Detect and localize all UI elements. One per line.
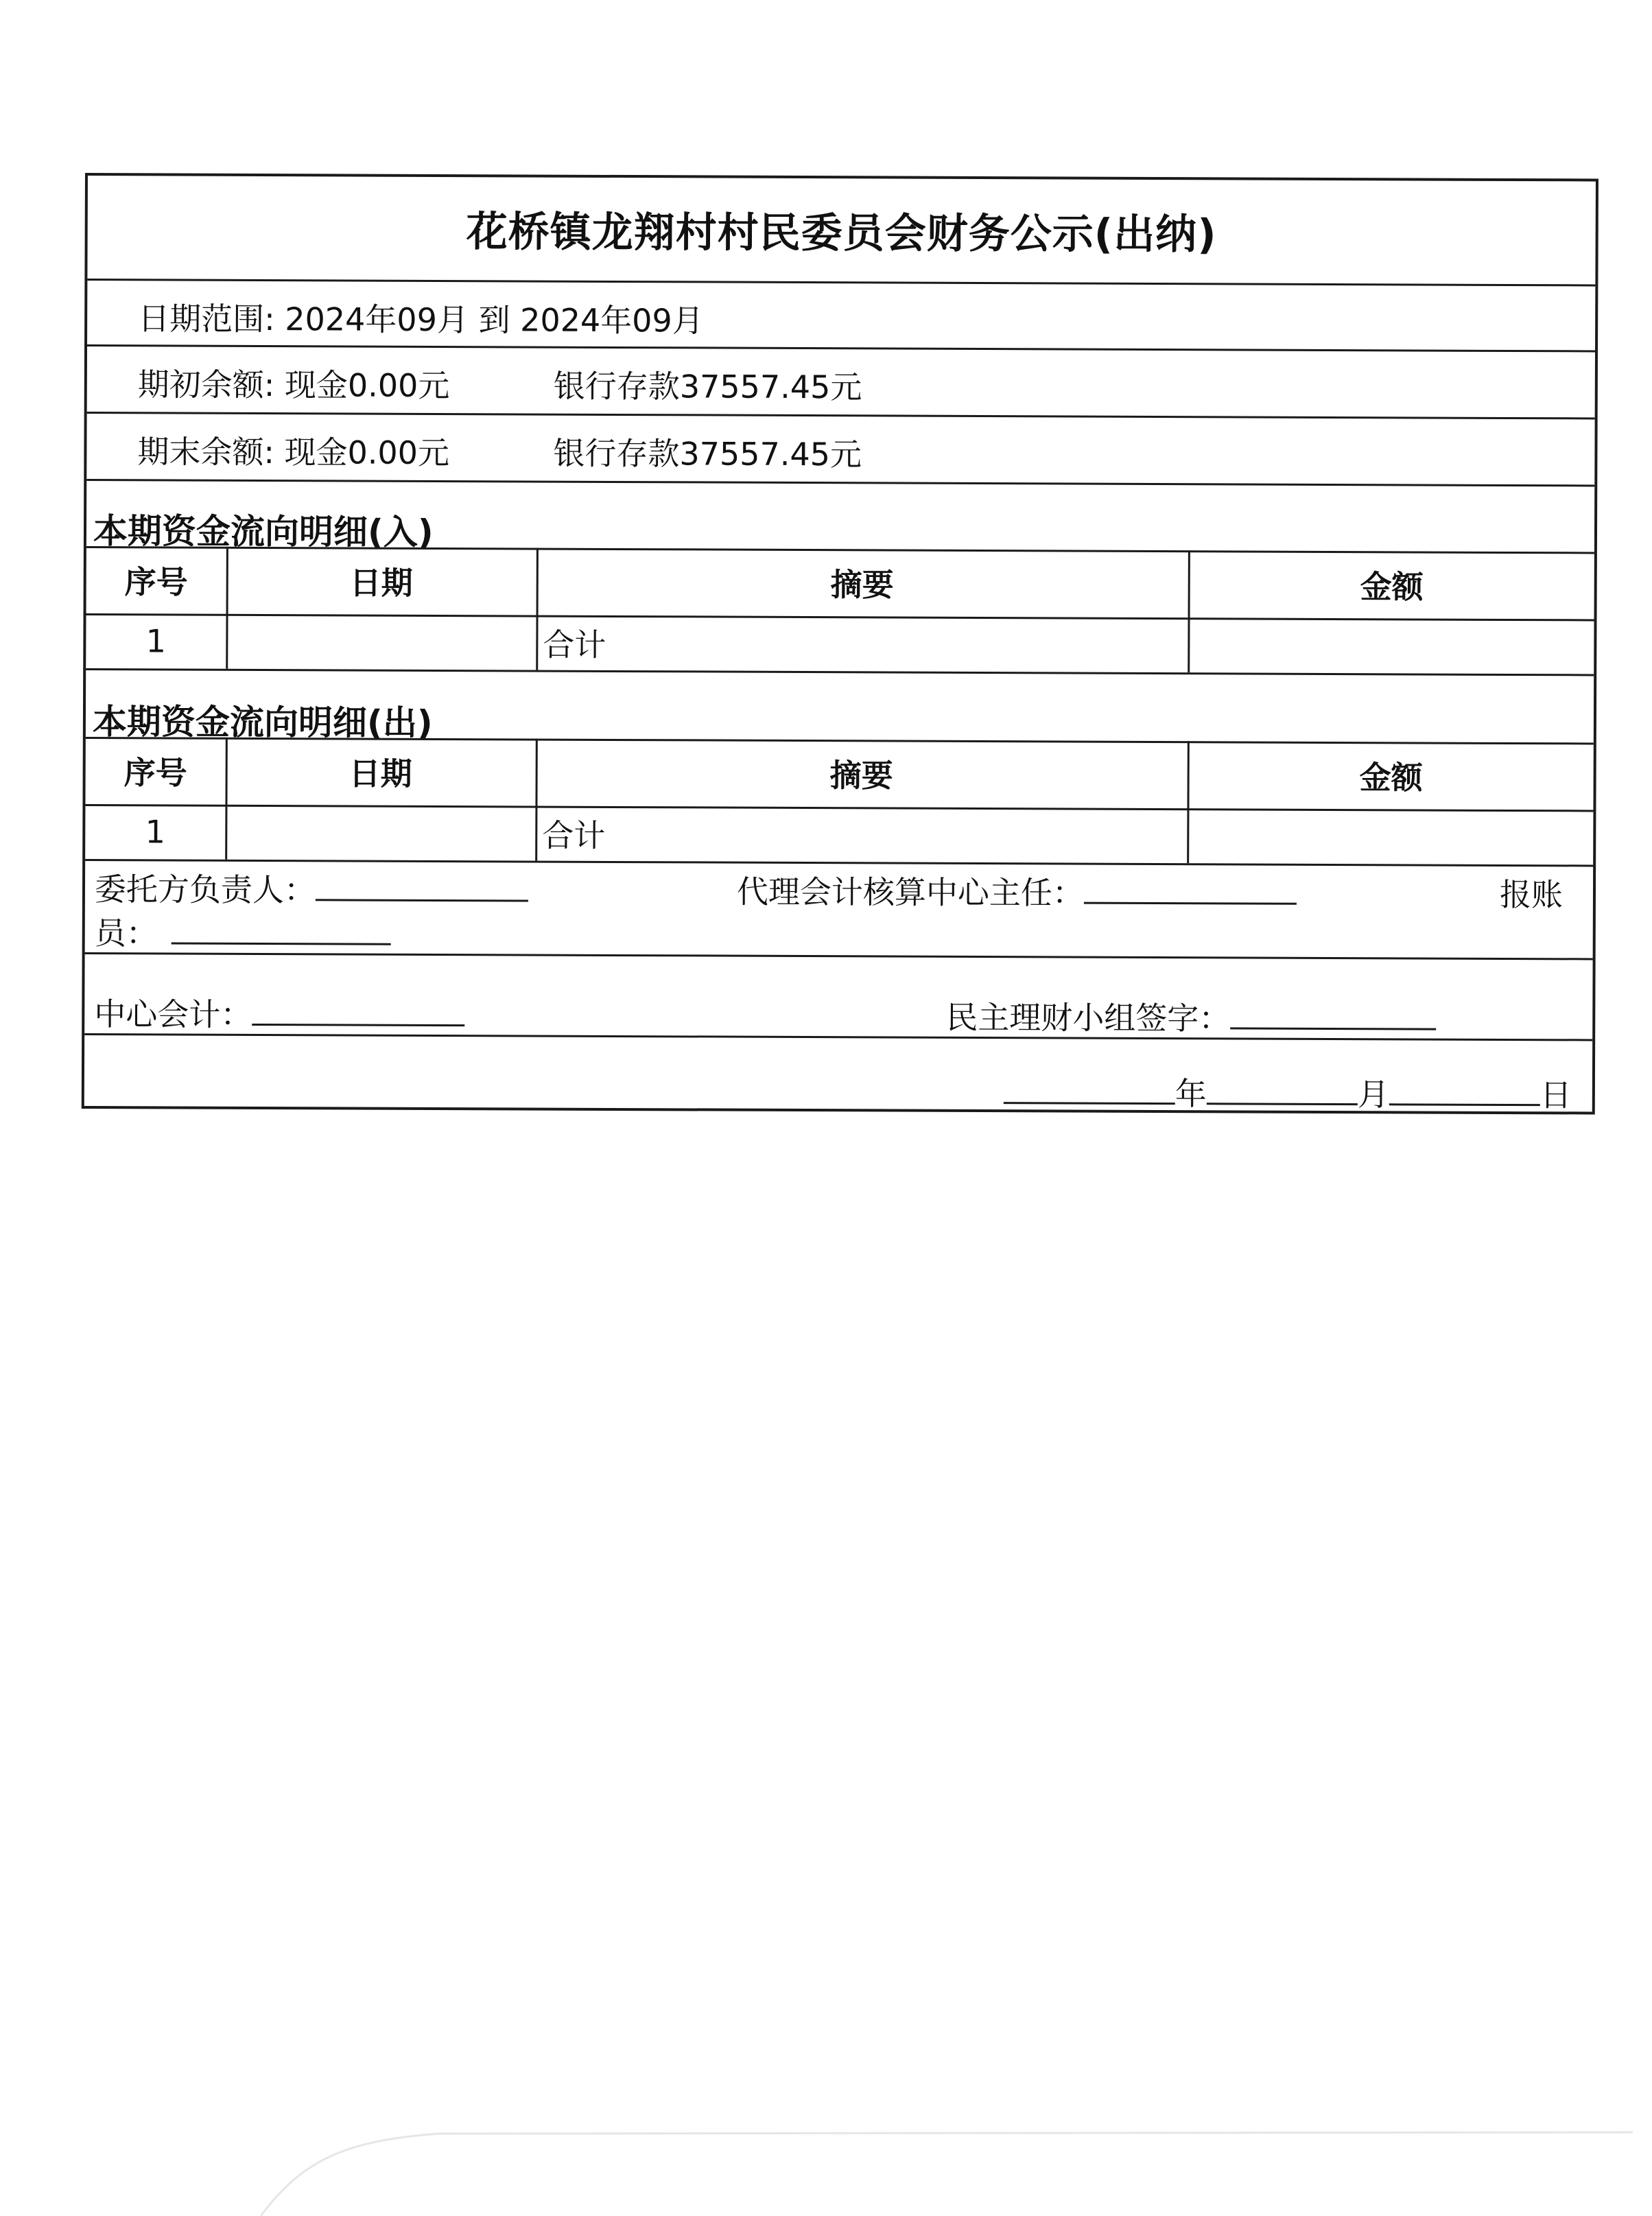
inflow-row-date <box>226 614 536 670</box>
closing-cash: 期末余额: 现金0.00元 <box>137 433 450 472</box>
inflow-row-amount <box>1188 617 1595 674</box>
form-title: 花桥镇龙翔村村民委员会财务公示(出纳) <box>466 208 1217 259</box>
outflow-row-index: 1 <box>145 813 166 851</box>
signature-blank <box>1230 1000 1436 1030</box>
outflow-header-date: 日期 <box>349 755 412 792</box>
agent-director-label: 代理会计核算中心主任： <box>736 873 1085 912</box>
signature-blank <box>252 996 464 1026</box>
closing-balance-row <box>86 412 1594 484</box>
year-label: 年 <box>1175 1075 1207 1113</box>
page-edge-shadow <box>261 2120 1633 2216</box>
finance-group-signature <box>946 993 1436 1040</box>
finance-disclosure-form <box>82 173 1598 1114</box>
day-blank <box>1389 1076 1540 1106</box>
signature-blank <box>1084 875 1297 905</box>
reimburse-label-b: 员： <box>94 915 158 952</box>
inflow-row-summary: 合计 <box>543 626 606 663</box>
inflow-section-title: 本期资金流向明细(入) <box>93 511 434 552</box>
outflow-header-index: 序号 <box>123 754 187 792</box>
reimburse-signature <box>95 908 391 955</box>
outflow-header-amount: 金额 <box>1359 759 1423 797</box>
month-label: 月 <box>1357 1076 1389 1113</box>
outflow-row-date <box>225 805 535 861</box>
client-head-signature <box>95 864 528 911</box>
date-signature-line <box>1004 1068 1572 1116</box>
opening-bank: 银行存款37557.45元 <box>553 367 862 406</box>
finance-group-label: 民主理财小组签字： <box>946 998 1231 1037</box>
opening-balance-row <box>87 344 1595 417</box>
date-range-row <box>87 279 1595 351</box>
signature-blank <box>172 915 391 945</box>
center-accountant-label: 中心会计： <box>94 995 252 1033</box>
reimburse-label-a: 报账 <box>1499 875 1564 914</box>
client-head-label: 委托方负责人： <box>94 871 316 909</box>
outflow-header-summary: 摘要 <box>829 757 893 794</box>
agent-director-signature <box>737 867 1297 915</box>
inflow-row-index: 1 <box>145 622 167 660</box>
year-blank <box>1004 1074 1175 1105</box>
day-label: 日 <box>1539 1076 1572 1114</box>
month-blank <box>1207 1075 1358 1105</box>
outflow-row-amount <box>1187 808 1594 864</box>
outflow-row-summary: 合计 <box>542 816 606 854</box>
inflow-header-index: 序号 <box>124 563 188 601</box>
inflow-header-date: 日期 <box>349 564 413 602</box>
outflow-section-title: 本期资金流向明细(出) <box>92 702 433 743</box>
signature-blank <box>316 871 528 901</box>
date-range: 日期范围: 2024年09月 到 2024年09月 <box>138 300 704 340</box>
divider <box>85 952 1593 960</box>
inflow-header-amount: 金额 <box>1360 568 1424 606</box>
opening-cash: 期初余额: 现金0.00元 <box>137 366 450 405</box>
inflow-header-summary: 摘要 <box>830 566 894 604</box>
center-accountant-signature <box>94 989 464 1036</box>
closing-bank: 银行存款37557.45元 <box>553 434 862 473</box>
